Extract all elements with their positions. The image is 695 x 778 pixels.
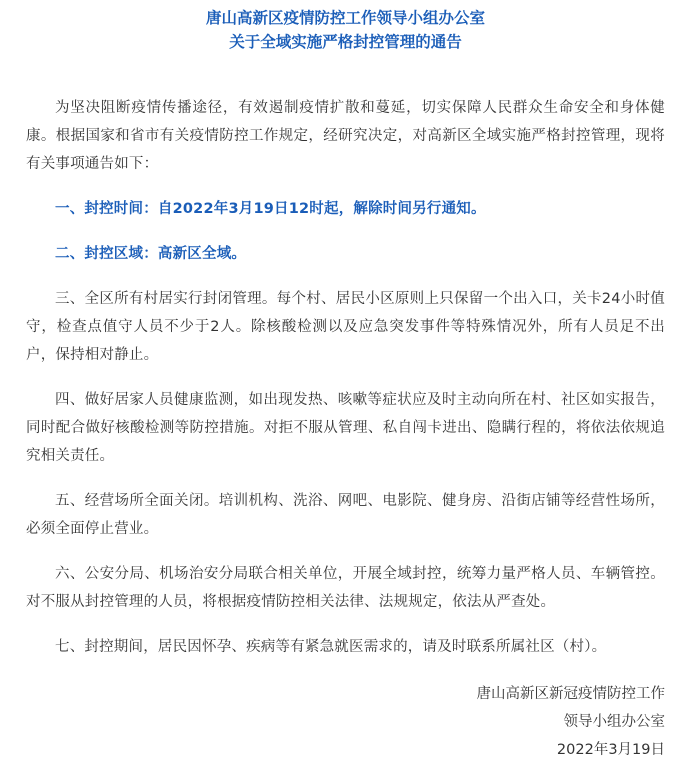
signature-block — [477, 680, 666, 764]
signature-org-line1: 唐山高新区新冠疫情防控工作 — [476, 686, 665, 702]
notice-title-line1: 唐山高新区疫情防控工作领导小组办公室 — [205, 9, 485, 27]
notice-title-line2: 关于全域实施严格封控管理的通告 — [229, 33, 462, 51]
signature-org-line2: 领导小组办公室 — [563, 714, 665, 730]
signature-date: 2022年3月19日 — [556, 742, 665, 758]
item-6-police-control: 六、公安分局、机场治安分局联合相关单位，开展全域封控，统筹力量严格人员、车辆管控。对不服从封控管理的人员，将根据疫情防控相关法律、法规规定，依法从严查处。 — [26, 566, 665, 610]
intro-paragraph: 为坚决阻断疫情传播途径，有效遏制疫情扩散和蔓延，切实保障人民群众生命安全和身体健康。根据国家和省市有关疫情防控工作规定，经研究决定，对高新区全域实施严格封控管理，现将有关事项通告如下： — [26, 100, 665, 172]
item-3-closed-management: 三、全区所有村居实行封闭管理。每个村、居民小区原则上只保留一个出入口，关卡24小时值守，检查点值守人员不少于2人。除核酸检测以及应急突发事件等特殊情况外，所有人员足不出户，保持相对静止。 — [26, 291, 665, 363]
item-4-health-monitoring: 四、做好居家人员健康监测，如出现发热、咳嗽等症状应及时主动向所在村、社区如实报告，同时配合做好核酸检测等防控措施。对拒不服从管理、私自闯卡进出、隐瞒行程的，将依法依规追究相关责任。 — [26, 392, 665, 464]
item-7-medical-needs: 七、封控期间，居民因怀孕、疾病等有紧急就医需求的，请及时联系所属社区（村）。 — [55, 639, 607, 655]
item-2-lockdown-area: 二、封控区域：高新区全域。 — [55, 246, 247, 262]
item-5-business-closure: 五、经营场所全面关闭。培训机构、洗浴、网吧、电影院、健身房、沿街店铺等经营性场所，必须全面停止营业。 — [26, 493, 665, 537]
item-1-lockdown-time: 一、封控时间：自2022年3月19日12时起，解除时间另行通知。 — [55, 201, 486, 217]
notice-body — [26, 94, 665, 661]
